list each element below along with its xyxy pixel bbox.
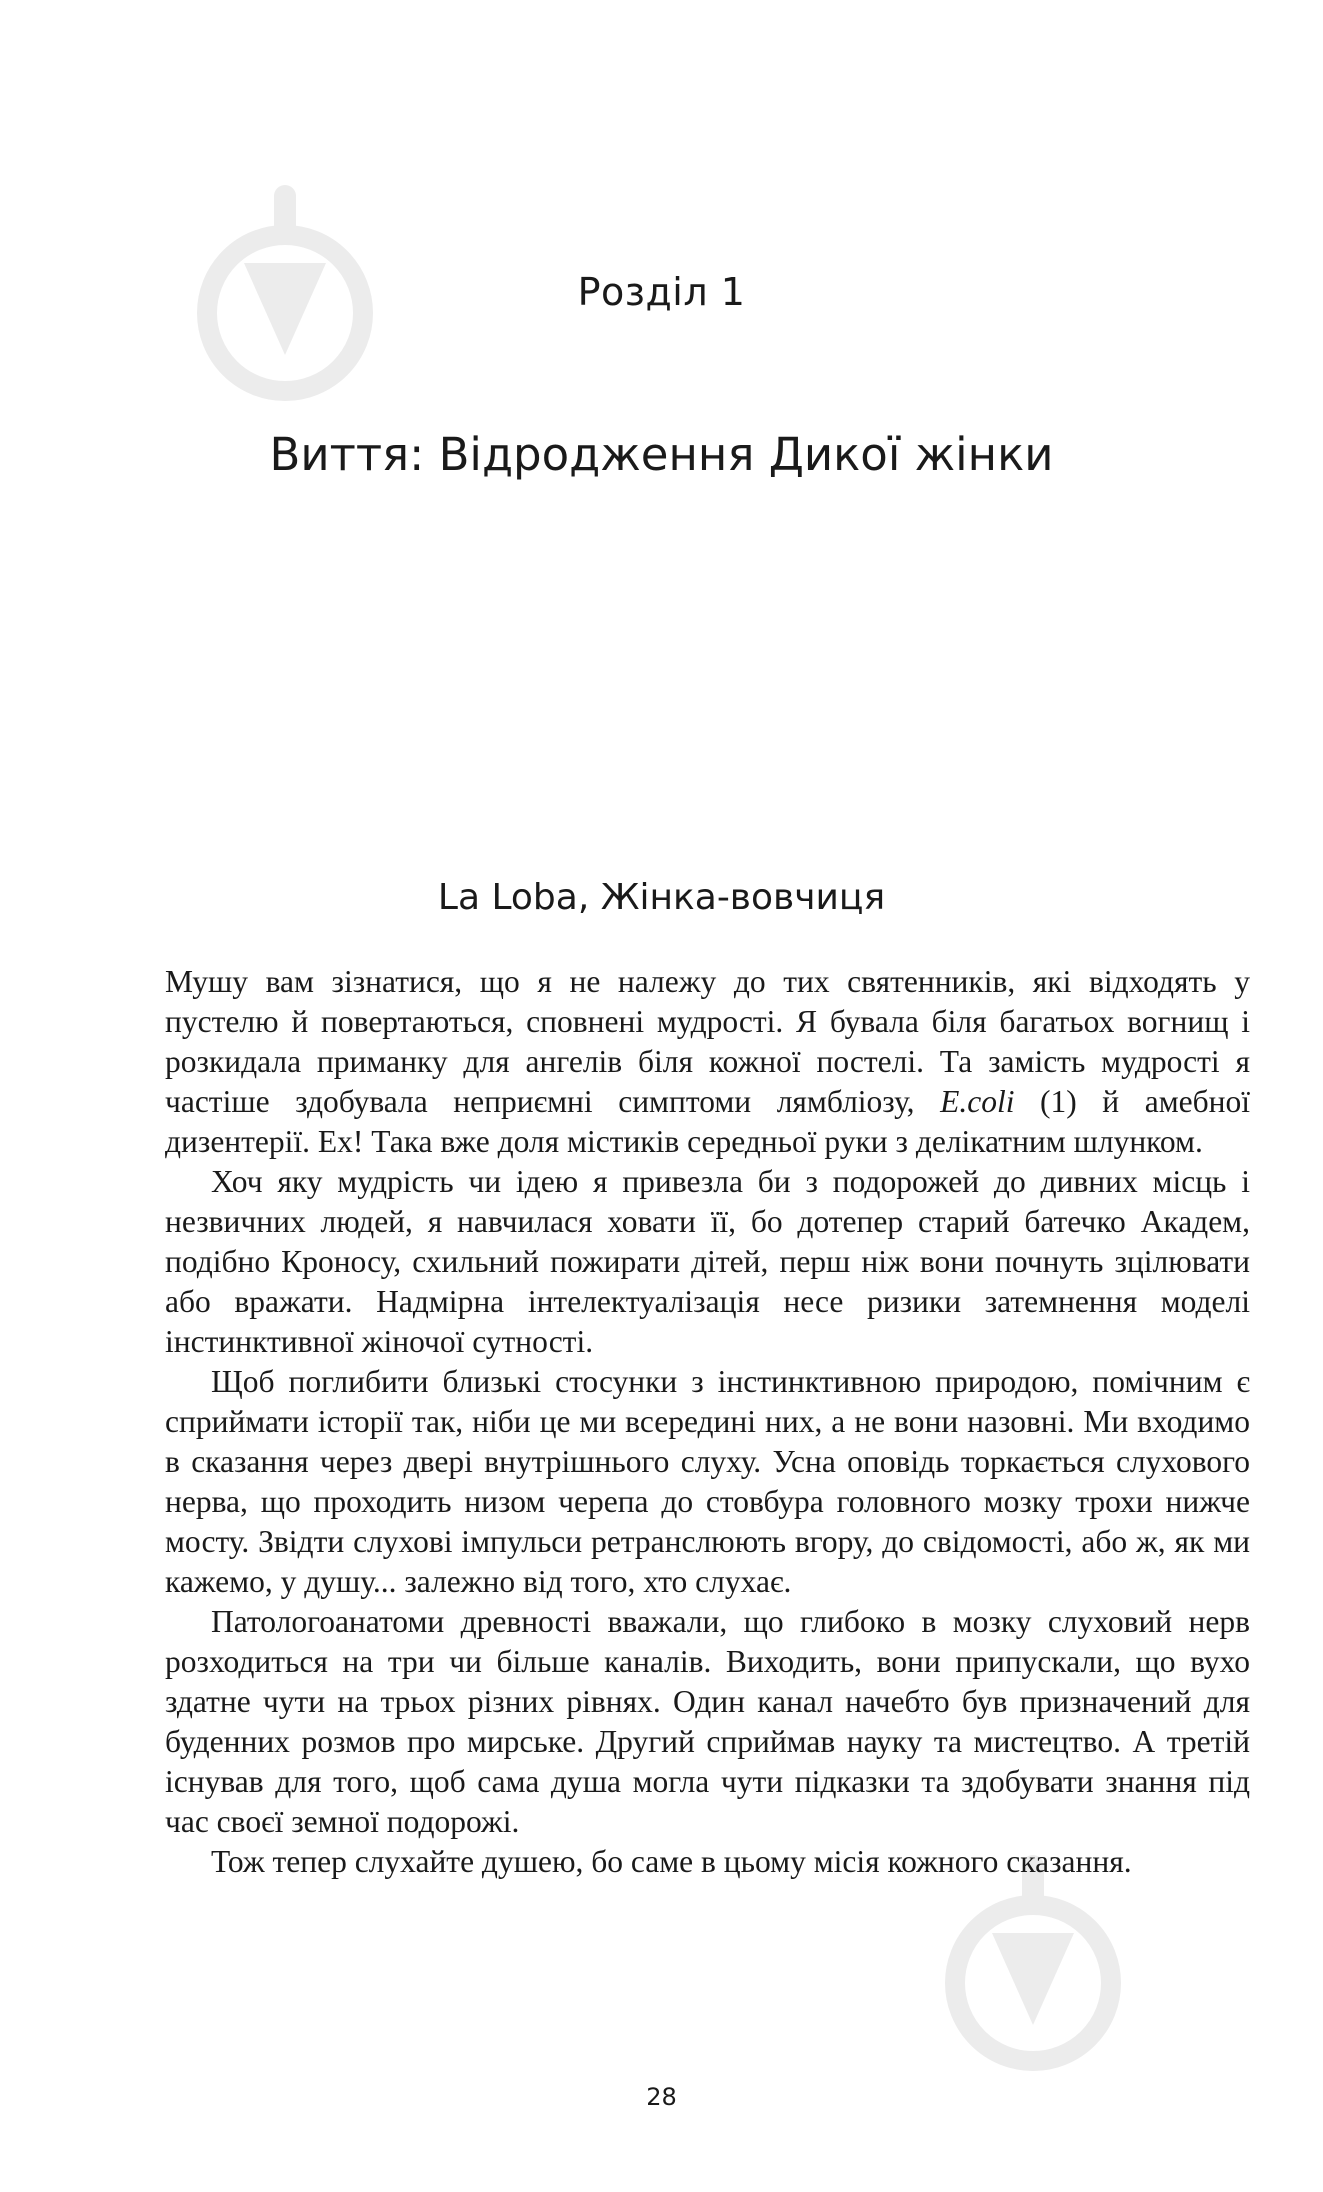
paragraph: Хоч яку мудрість чи ідею я привезла би з подорожей до дивних місць і незвичних людей, я навчилася ховати її, бо дотепер старий батечко Академ, подібно Кроносу, схильний пожирати дітей, перш ніж вони почнуть зцілювати або вражати. Надмірна інтелектуалізація несе ризики затемнення моделі інстинктивної жіночої сутності. (165, 1164, 1250, 1359)
paragraph-text: Мушу вам зізнатися, що я не належу до тих святенників, які відходять у пустелю й повертаються, сповнені мудрості. Я бувала біля багатьох вогнищ і розкидала приманку для ангелів біля кожної постелі. Та замість мудрості я частіше здобувала неприємні симптоми лямбліозу, (165, 964, 1250, 1119)
page-number: 28 (646, 2083, 677, 2111)
paragraph: Тож тепер слухайте душею, бо саме в цьому місія кожного сказання. (211, 1844, 1132, 1879)
trowel-watermark-icon (938, 1855, 1128, 2085)
paragraph: Щоб поглибити близькі стосунки з інстинктивною природою, помічним є сприймати історії так, ніби це ми всередині них, а не вони назовні. Ми входимо в сказання через двері внутрішнього слуху. Усна оповідь торкається слухового нерва, що проходить низом черепа до стовбура головного мозку трохи нижче мосту. Звідти слухові імпульси ретранслюють вгору, до свідомості, або ж, як ми кажемо, у душу... залежно від того, хто слухає. (165, 1364, 1250, 1599)
paragraph: Патологоанатоми древності вважали, що глибоко в мозку слуховий нерв розходиться на три чи більше каналів. Виходить, вони припускали, що вухо здатне чути на трьох різних рівнях. Один канал начебто був призначений для буденних розмов про мирське. Другий сприймав науку та мистецтво. А третій існував для того, щоб сама душа могла чути підказки та здобувати знання під час своєї земної подорожі. (165, 1604, 1250, 1839)
chapter-title: Виття: Відродження Дикої жінки (269, 428, 1054, 481)
section-heading: La Loba, Жінка-вовчиця (437, 877, 886, 918)
body-text (165, 962, 1250, 1882)
chapter-label: Розділ 1 (577, 270, 746, 314)
italic-term: E.coli (940, 1084, 1015, 1119)
paragraph-text: (1) й амебної дизентерії. Ех! Така вже доля містиків середньої руки з делікатним шлунком. (165, 1084, 1250, 1159)
paragraph (165, 962, 1250, 1162)
